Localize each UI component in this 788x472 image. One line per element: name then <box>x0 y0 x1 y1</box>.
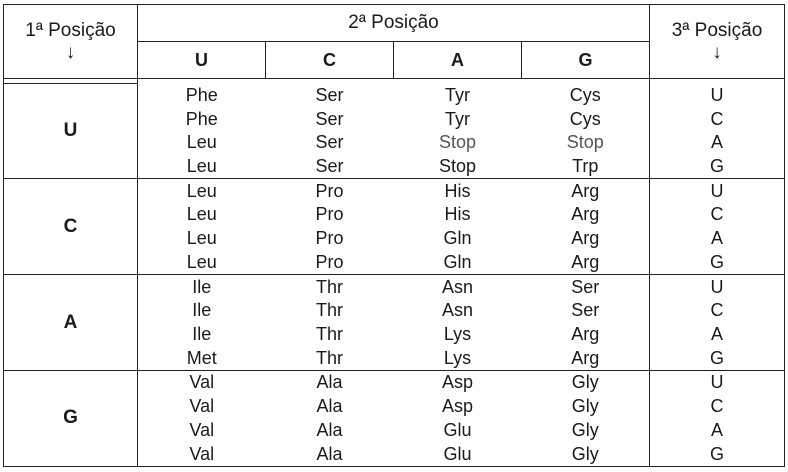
amino-acid-cell: Ala <box>316 419 343 440</box>
amino-acid-cell: Pro <box>315 204 344 225</box>
amino-acid-cell: Glu <box>394 442 522 466</box>
third-base-cell: C <box>650 395 785 419</box>
third-base-cell: A <box>650 323 785 347</box>
amino-acid-cell: Ile <box>138 275 266 299</box>
third-position-label: 3ª Posição <box>671 19 763 41</box>
amino-acid-cell: His <box>444 204 471 225</box>
third-base-cell: G <box>650 442 785 466</box>
third-base-cell: U <box>650 275 785 299</box>
second-base-c: C <box>266 42 394 79</box>
amino-acid-cell: Lys <box>394 346 522 370</box>
amino-acid-cell: Ser <box>315 132 344 153</box>
amino-acid-cell: Leu <box>138 179 266 203</box>
amino-acid-cell: Arg <box>522 227 650 251</box>
third-base-cell: U <box>650 179 785 203</box>
amino-acid-cell: Thr <box>266 346 394 370</box>
codon-row <box>4 370 785 394</box>
amino-acid-cell: Ile <box>138 323 266 347</box>
amino-acid-cell: Gly <box>522 370 650 394</box>
amino-acid-cell: Thr <box>316 323 343 344</box>
amino-acid-cell: Ala <box>266 442 394 466</box>
codon-row <box>4 275 785 299</box>
first-base-cell: G <box>4 370 138 466</box>
codon-row <box>4 179 785 203</box>
amino-acid-cell: Gln <box>443 228 472 249</box>
amino-acid-cell: Val <box>138 418 266 442</box>
third-base-cell: C <box>650 203 785 227</box>
amino-acid-cell: Cys <box>522 107 650 131</box>
codon-body <box>4 79 785 467</box>
amino-acid-cell: His <box>444 180 471 201</box>
first-position-header <box>4 5 138 79</box>
amino-acid-cell: Gln <box>394 250 522 274</box>
amino-acid-cell: Ser <box>315 108 344 129</box>
amino-acid-cell: Met <box>138 346 266 370</box>
down-arrow-icon: ↓ <box>65 41 76 63</box>
amino-acid-cell: Gly <box>522 418 650 442</box>
amino-acid-cell: Asp <box>441 396 474 417</box>
amino-acid-cell: Stop <box>522 131 650 155</box>
amino-acid-cell: Pro <box>266 250 394 274</box>
second-base-a: A <box>394 42 522 79</box>
amino-acid-cell: Asn <box>441 300 474 321</box>
amino-acid-cell: Cys <box>522 84 650 108</box>
first-base-cell: A <box>4 275 138 371</box>
third-base-cell: G <box>650 250 785 274</box>
amino-acid-cell: Thr <box>316 300 343 321</box>
third-base-cell: U <box>650 84 785 108</box>
first-base-cell: C <box>4 179 138 275</box>
amino-acid-cell: Val <box>138 395 266 419</box>
third-base-cell: C <box>650 107 785 131</box>
amino-acid-cell: Leu <box>138 155 266 179</box>
third-base-cell: G <box>650 346 785 370</box>
amino-acid-cell: Tyr <box>445 108 470 129</box>
amino-acid-cell: Leu <box>138 250 266 274</box>
amino-acid-cell: Tyr <box>445 84 470 105</box>
first-position-label: 1ª Posição <box>25 19 116 41</box>
amino-acid-cell: Val <box>138 442 266 466</box>
amino-acid-cell: Asp <box>441 372 474 393</box>
amino-acid-cell: Ala <box>316 372 343 393</box>
amino-acid-cell: Arg <box>522 179 650 203</box>
second-base-u: U <box>138 42 266 79</box>
amino-acid-cell: Pro <box>315 228 344 249</box>
amino-acid-cell: Trp <box>522 155 650 179</box>
amino-acid-cell: Lys <box>443 323 472 344</box>
down-arrow-icon: ↓ <box>712 41 722 63</box>
amino-acid-cell: Ile <box>138 299 266 323</box>
amino-acid-cell: Ser <box>315 84 344 105</box>
amino-acid-cell: Arg <box>522 203 650 227</box>
codon-row <box>4 84 785 108</box>
amino-acid-cell: Ser <box>266 155 394 179</box>
amino-acid-cell: Ala <box>316 396 343 417</box>
second-base-g: G <box>522 42 650 79</box>
amino-acid-cell: Thr <box>316 276 343 297</box>
third-base-cell: C <box>650 299 785 323</box>
second-position-header: 2ª Posição <box>138 5 650 42</box>
amino-acid-cell: Val <box>138 370 266 394</box>
amino-acid-cell: Ser <box>522 299 650 323</box>
third-base-cell: A <box>650 418 785 442</box>
amino-acid-cell: Arg <box>522 250 650 274</box>
amino-acid-cell: Stop <box>394 155 522 179</box>
amino-acid-cell: Ser <box>522 275 650 299</box>
amino-acid-cell: Leu <box>138 227 266 251</box>
first-base-cell: U <box>4 84 138 179</box>
amino-acid-cell: Gly <box>522 395 650 419</box>
amino-acid-cell: Arg <box>522 323 650 347</box>
amino-acid-cell: Arg <box>522 346 650 370</box>
amino-acid-cell: Pro <box>315 180 344 201</box>
third-base-cell: U <box>650 370 785 394</box>
amino-acid-cell: Leu <box>138 131 266 155</box>
amino-acid-cell: Gly <box>522 442 650 466</box>
third-position-header <box>650 5 785 79</box>
amino-acid-cell: Leu <box>138 203 266 227</box>
amino-acid-cell: Phe <box>138 84 266 108</box>
amino-acid-cell: Asn <box>441 276 474 297</box>
third-base-cell: A <box>650 131 785 155</box>
genetic-code-table <box>3 4 785 467</box>
third-base-cell: A <box>650 227 785 251</box>
amino-acid-cell: Stop <box>438 132 477 153</box>
amino-acid-cell: Glu <box>443 419 472 440</box>
third-base-cell: G <box>650 155 785 179</box>
header-row-top <box>4 5 785 42</box>
amino-acid-cell: Phe <box>138 107 266 131</box>
